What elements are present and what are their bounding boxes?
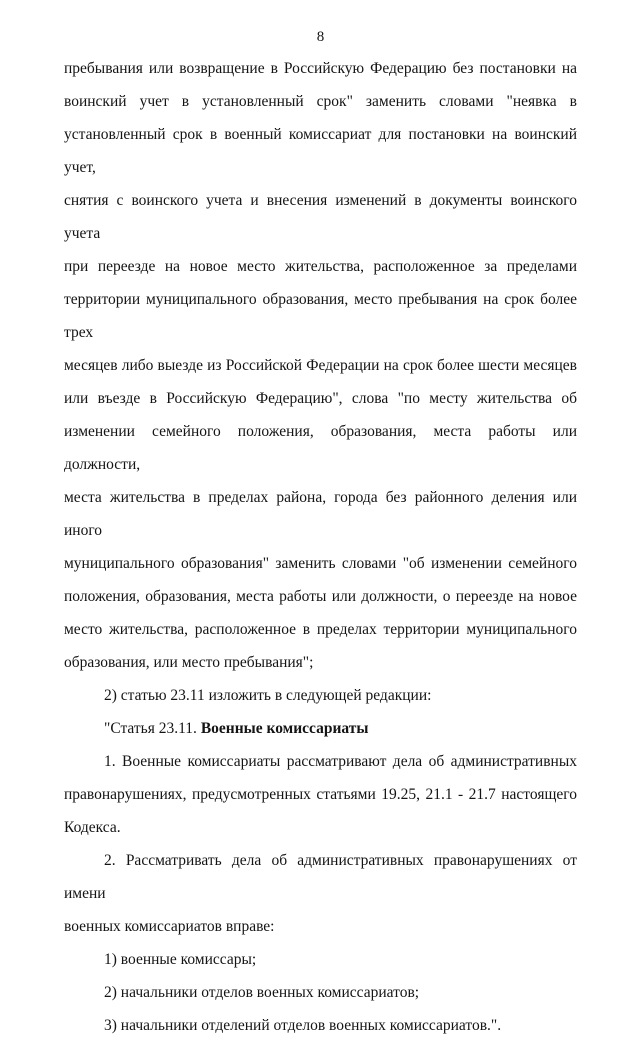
document-line: места жительства в пределах района, города без районного деления или иного (64, 489, 577, 539)
list-item: 3) начальники отделений отделов военных комиссариатов.". (104, 1017, 502, 1034)
document-line: установленный срок в военный комиссариат для постановки на воинский учет, (64, 126, 577, 176)
document-line: территории муниципального образования, место пребывания на срок более трех (64, 291, 577, 341)
document-line: 1. Военные комиссариаты рассматривают дела об административных (104, 753, 577, 770)
amendment-item-2: 2) статью 23.11 изложить в следующей редакции: (104, 687, 432, 704)
document-line: образования, или место пребывания"; (64, 654, 314, 671)
document-line: снятия с воинского учета и внесения изменений в документы воинского учета (64, 192, 577, 242)
document-line: военных комиссариатов вправе: (64, 918, 275, 935)
document-line: пребывания или возвращение в Российскую Федерацию без постановки на (64, 60, 577, 77)
document-line: при переезде на новое место жительства, расположенное за пределами (64, 258, 577, 275)
document-line: муниципального образования" заменить словами "об изменении семейного (64, 555, 577, 572)
document-body (64, 52, 577, 1042)
document-line: Кодекса. (64, 819, 121, 836)
article-heading-prefix: "Статья 23.11. (104, 720, 201, 737)
article-heading-title: Военные комиссариаты (200, 720, 369, 737)
document-line: положения, образования, места работы или должности, о переезде на новое (64, 588, 577, 605)
list-item: 1) военные комиссары; (104, 951, 257, 968)
document-line: воинский учет в установленный срок" заменить словами "неявка в (64, 93, 577, 110)
article-heading (64, 712, 577, 745)
document-line: или въезде в Российскую Федерацию", слова "по месту жительства об (64, 390, 577, 407)
list-item: 2) начальники отделов военных комиссариатов; (104, 984, 420, 1001)
document-line: правонарушениях, предусмотренных статьями 19.25, 21.1 - 21.7 настоящего (64, 786, 577, 803)
document-line: место жительства, расположенное в пределах территории муниципального (64, 621, 577, 638)
page-number: 8 (316, 29, 325, 45)
document-line: изменении семейного положения, образования, места работы или должности, (64, 423, 577, 473)
document-line: 2. Рассматривать дела об административных правонарушениях от имени (64, 852, 577, 902)
document-line: месяцев либо выезде из Российской Федерации на срок более шести месяцев (64, 357, 577, 374)
